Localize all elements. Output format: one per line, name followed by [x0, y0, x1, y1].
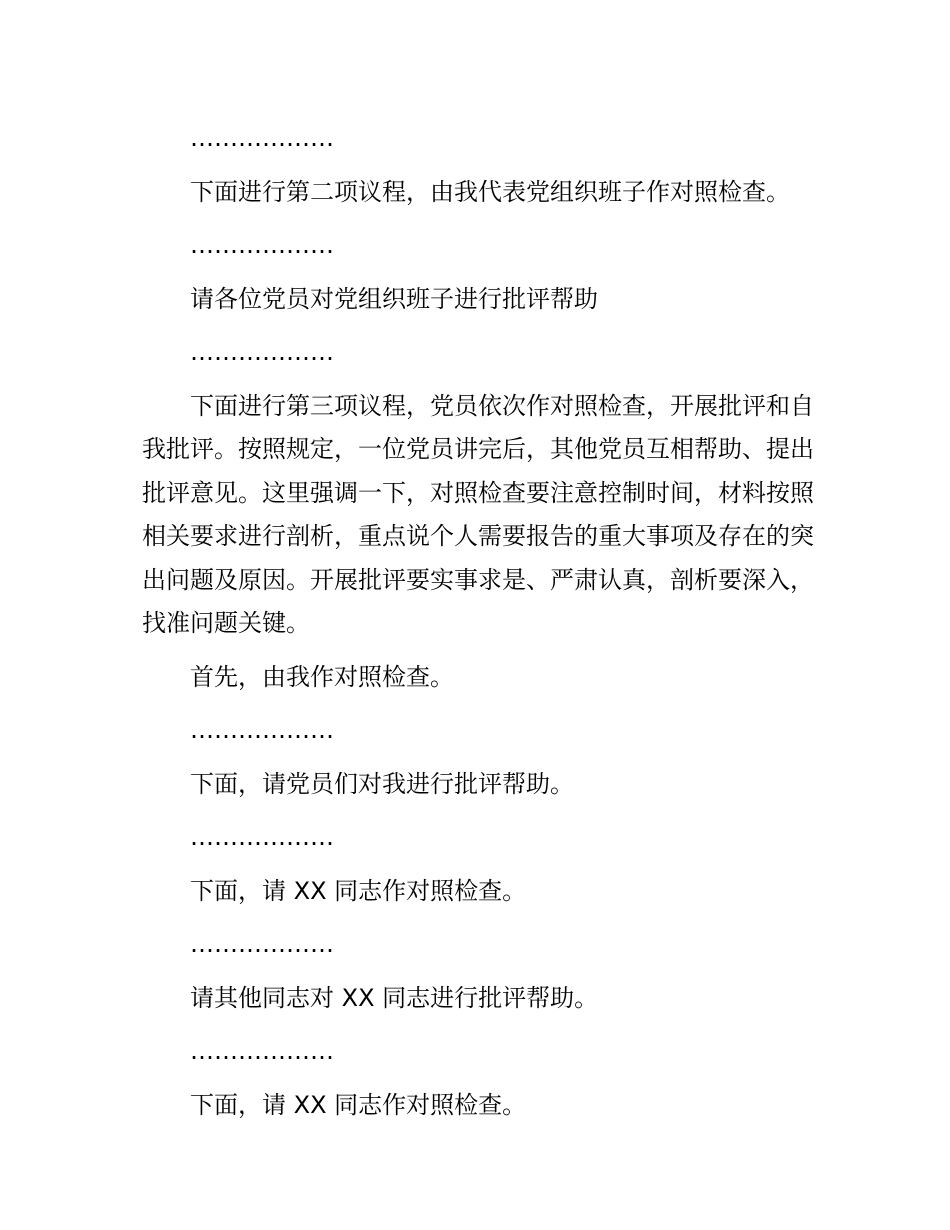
ellipsis-line: ………………	[190, 930, 334, 958]
ellipsis-line: ………………	[190, 124, 334, 152]
ellipsis-line: ………………	[190, 716, 334, 744]
ellipsis-line: ………………	[190, 1037, 334, 1065]
paragraph: 下面，请 XX 同志作对照检查。	[190, 876, 527, 905]
paragraph: 首先，由我作对照检查。	[190, 662, 454, 691]
ellipsis-line: ………………	[190, 338, 334, 366]
ellipsis-line: ………………	[190, 823, 334, 851]
document-body	[142, 117, 814, 1137]
paragraph: 下面，请党员们对我进行批评帮助。	[190, 769, 574, 798]
paragraph: 请各位党员对党组织班子进行批评帮助	[190, 284, 598, 313]
paragraph: 下面，请 XX 同志作对照检查。	[190, 1090, 527, 1119]
paragraph: 下面进行第三项议程，党员依次作对照检查，开展批评和自我批评。按照规定，一位党员讲完后，其他党员互相帮助、提出批评意见。这里强调一下，对照检查要注意控制时间，材料按照相关要求进行剖析，重点说个人需要报告的重大事项及存在的突出问题及原因。开展批评要实事求是、严肃认真，剖析要深入，找准问题关键。	[142, 391, 814, 637]
paragraph: 请其他同志对 XX 同志进行批评帮助。	[190, 983, 599, 1012]
ellipsis-line: ………………	[190, 231, 334, 259]
paragraph: 下面进行第二项议程，由我代表党组织班子作对照检查。	[190, 177, 790, 206]
